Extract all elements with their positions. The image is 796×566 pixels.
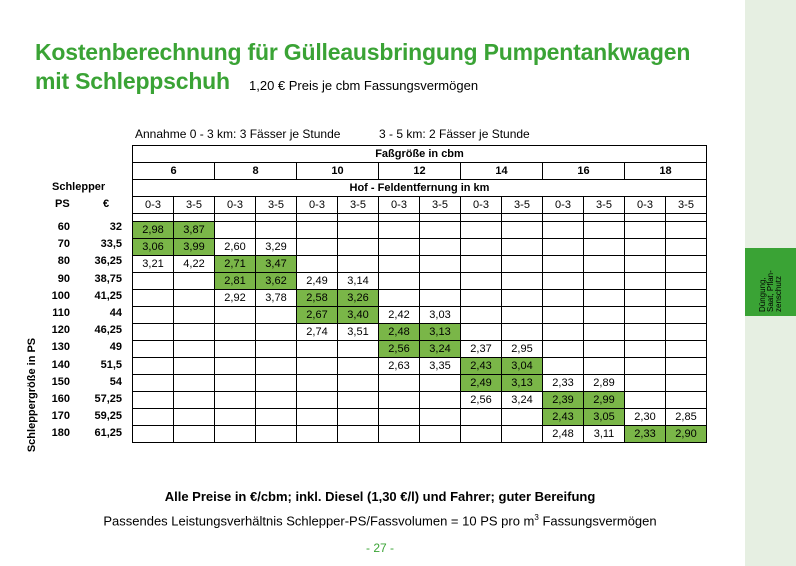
price-cell — [379, 222, 420, 239]
price-cell — [666, 392, 707, 409]
price-cell — [420, 392, 461, 409]
price-cell — [502, 222, 543, 239]
price-cell — [215, 358, 256, 375]
table-row — [133, 256, 707, 273]
price-cell — [543, 324, 584, 341]
price-cell — [297, 358, 338, 375]
price-cell — [625, 307, 666, 324]
spacer-cell — [502, 214, 543, 222]
price-cell: 2,89 — [584, 375, 625, 392]
price-cell: 3,78 — [256, 290, 297, 307]
schlepper-header: Schlepper — [52, 181, 106, 193]
price-cell — [461, 222, 502, 239]
price-cell — [502, 324, 543, 341]
row-euro: 33,5 — [100, 238, 122, 251]
price-cell: 2,95 — [502, 341, 543, 358]
distance-label: 0-3 — [297, 197, 338, 214]
price-cell: 3,24 — [502, 392, 543, 409]
price-cell — [379, 256, 420, 273]
price-cell — [543, 256, 584, 273]
price-cell: 2,58 — [297, 290, 338, 307]
price-cell — [666, 307, 707, 324]
price-cell — [133, 324, 174, 341]
table-row — [133, 409, 707, 426]
price-cell — [133, 409, 174, 426]
assumption-far: 3 - 5 km: 2 Fässer je Stunde — [379, 127, 530, 141]
price-cell: 3,47 — [256, 256, 297, 273]
title-line-2: mit Schleppschuh — [35, 68, 230, 94]
price-cell — [133, 341, 174, 358]
chapter-tab[interactable] — [745, 248, 796, 316]
price-cell — [133, 426, 174, 443]
price-cell: 3,06 — [133, 239, 174, 256]
fass-size-row — [133, 163, 707, 180]
hof-header-row — [133, 180, 707, 197]
price-cell — [584, 239, 625, 256]
footer-prices-note: Alle Preise in €/cbm; inkl. Diesel (1,30 €/l) und Fahrer; guter Bereifung — [164, 489, 596, 504]
fass-size-8: 8 — [215, 163, 297, 180]
price-cell — [584, 256, 625, 273]
price-cell — [543, 358, 584, 375]
price-cell: 2,48 — [379, 324, 420, 341]
table-row — [133, 290, 707, 307]
spacer-row — [133, 214, 707, 222]
price-cell — [215, 222, 256, 239]
price-cell — [461, 426, 502, 443]
row-ps: 120 — [51, 324, 70, 337]
spacer-cell — [461, 214, 502, 222]
spacer-cell — [215, 214, 256, 222]
fass-header-row — [133, 146, 707, 163]
price-cell — [461, 307, 502, 324]
price-cell: 2,81 — [215, 273, 256, 290]
spacer-cell — [420, 214, 461, 222]
distance-label: 3-5 — [502, 197, 543, 214]
price-cell: 3,35 — [420, 358, 461, 375]
price-cell — [174, 273, 215, 290]
price-cell — [256, 341, 297, 358]
price-cell — [461, 324, 502, 341]
price-cell — [666, 358, 707, 375]
price-cell — [133, 358, 174, 375]
spacer-cell — [133, 214, 174, 222]
row-euro: 49 — [109, 341, 122, 354]
price-cell — [379, 409, 420, 426]
price-cell — [543, 222, 584, 239]
price-cell — [174, 290, 215, 307]
row-euro: 57,25 — [94, 393, 122, 405]
page-number: - 27 - — [365, 541, 394, 555]
table-row — [133, 341, 707, 358]
price-cell — [584, 290, 625, 307]
price-cell — [379, 375, 420, 392]
price-cell — [666, 290, 707, 307]
price-cell — [379, 392, 420, 409]
assumption-near: Annahme 0 - 3 km: 3 Fässer je Stunde — [135, 127, 341, 141]
row-ps: 80 — [57, 255, 70, 268]
price-cell — [338, 358, 379, 375]
price-cell: 2,67 — [297, 307, 338, 324]
price-cell: 2,49 — [461, 375, 502, 392]
price-cell — [338, 409, 379, 426]
price-cell — [666, 222, 707, 239]
price-cell — [338, 341, 379, 358]
table-row — [133, 324, 707, 341]
row-euro: 61,25 — [94, 427, 122, 440]
price-cell: 3,87 — [174, 222, 215, 239]
row-euro: 46,25 — [94, 324, 122, 337]
price-cell: 3,21 — [133, 256, 174, 273]
price-cell — [256, 426, 297, 443]
price-cell: 2,98 — [133, 222, 174, 239]
price-cell: 3,11 — [584, 426, 625, 443]
price-cell — [379, 290, 420, 307]
price-cell — [584, 358, 625, 375]
row-euro: 41,25 — [94, 289, 122, 302]
price-cell — [256, 222, 297, 239]
price-cell — [625, 392, 666, 409]
spacer-cell — [543, 214, 584, 222]
price-cell: 3,26 — [338, 290, 379, 307]
price-cell: 3,29 — [256, 239, 297, 256]
price-cell: 4,22 — [174, 256, 215, 273]
distance-label: 3-5 — [338, 197, 379, 214]
price-cell — [338, 392, 379, 409]
price-cell — [133, 273, 174, 290]
price-cell — [420, 290, 461, 307]
price-cell: 2,60 — [215, 239, 256, 256]
price-cell: 3,62 — [256, 273, 297, 290]
distance-label: 3-5 — [420, 197, 461, 214]
price-cell — [256, 375, 297, 392]
price-cell — [543, 273, 584, 290]
distance-label: 0-3 — [461, 197, 502, 214]
spacer-cell — [338, 214, 379, 222]
price-cell: 2,33 — [543, 375, 584, 392]
price-cell — [502, 307, 543, 324]
price-cell: 3,51 — [338, 324, 379, 341]
fass-size-10: 10 — [297, 163, 379, 180]
price-cell — [338, 239, 379, 256]
row-ps: 140 — [51, 358, 70, 371]
price-cell: 2,42 — [379, 307, 420, 324]
price-cell — [502, 409, 543, 426]
price-cell — [174, 358, 215, 375]
distance-label: 0-3 — [379, 197, 420, 214]
price-cell — [174, 426, 215, 443]
fass-size-18: 18 — [625, 163, 707, 180]
distance-label: 3-5 — [584, 197, 625, 214]
fass-size-14: 14 — [461, 163, 543, 180]
spacer-cell — [174, 214, 215, 222]
footer-ratio-sup: 3 — [534, 513, 539, 522]
price-cell — [543, 239, 584, 256]
price-cell — [625, 273, 666, 290]
table-row — [133, 358, 707, 375]
price-cell — [625, 239, 666, 256]
price-cell — [174, 341, 215, 358]
table-row — [133, 239, 707, 256]
distance-row — [133, 197, 707, 214]
price-cell — [625, 256, 666, 273]
price-cell — [133, 375, 174, 392]
price-cell — [338, 375, 379, 392]
price-cell — [297, 375, 338, 392]
price-cell: 3,13 — [502, 375, 543, 392]
subtitle: 1,20 € Preis je cbm Fassungsvermögen — [249, 78, 479, 93]
price-cell — [502, 273, 543, 290]
price-cell: 2,37 — [461, 341, 502, 358]
price-cell — [379, 273, 420, 290]
price-cell — [502, 290, 543, 307]
price-cell — [625, 375, 666, 392]
price-cell: 2,49 — [297, 273, 338, 290]
price-cell — [461, 256, 502, 273]
price-cell: 2,43 — [543, 409, 584, 426]
price-cell: 2,33 — [625, 426, 666, 443]
row-ps: 100 — [51, 289, 70, 302]
price-cell — [420, 409, 461, 426]
price-cell — [625, 290, 666, 307]
distance-label: 0-3 — [625, 197, 666, 214]
price-cell — [133, 392, 174, 409]
price-cell: 3,40 — [338, 307, 379, 324]
price-cell — [174, 324, 215, 341]
price-cell — [215, 392, 256, 409]
price-cell — [338, 426, 379, 443]
spacer-cell — [584, 214, 625, 222]
price-cell — [420, 426, 461, 443]
price-cell — [625, 222, 666, 239]
row-ps: 60 — [57, 221, 70, 233]
spacer-cell — [625, 214, 666, 222]
price-cell — [543, 307, 584, 324]
price-cell — [543, 341, 584, 358]
table-row — [133, 307, 707, 324]
price-cell — [256, 392, 297, 409]
distance-label: 3-5 — [666, 197, 707, 214]
price-cell — [215, 324, 256, 341]
price-cell — [625, 324, 666, 341]
price-cell — [625, 358, 666, 375]
y-axis-label: Schleppergröße in PS — [26, 337, 38, 453]
table-row — [133, 392, 707, 409]
price-cell — [461, 409, 502, 426]
price-cell — [297, 256, 338, 273]
row-euro: 54 — [109, 375, 122, 388]
price-cell — [502, 239, 543, 256]
price-cell — [215, 307, 256, 324]
row-ps: 70 — [57, 238, 70, 251]
spacer-cell — [297, 214, 338, 222]
price-cell — [215, 426, 256, 443]
price-cell — [256, 324, 297, 341]
row-ps: 160 — [51, 393, 70, 405]
price-cell: 3,05 — [584, 409, 625, 426]
row-ps: 130 — [51, 341, 70, 354]
cost-table — [132, 145, 707, 443]
fass-header: Faßgröße in cbm — [133, 146, 707, 163]
price-cell — [584, 324, 625, 341]
price-cell — [215, 375, 256, 392]
price-cell — [502, 426, 543, 443]
price-cell — [625, 341, 666, 358]
price-cell: 3,13 — [420, 324, 461, 341]
title-line-1: Kostenberechnung für Gülleausbringung Pumpentankwagen — [35, 39, 691, 65]
price-cell — [420, 222, 461, 239]
price-cell — [461, 290, 502, 307]
price-cell — [420, 273, 461, 290]
price-cell — [133, 290, 174, 307]
price-cell: 3,14 — [338, 273, 379, 290]
price-cell: 3,99 — [174, 239, 215, 256]
price-cell — [174, 307, 215, 324]
fass-size-6: 6 — [133, 163, 215, 180]
price-cell — [215, 341, 256, 358]
price-cell: 2,63 — [379, 358, 420, 375]
fass-size-12: 12 — [379, 163, 461, 180]
row-ps: 170 — [51, 410, 70, 423]
distance-label: 0-3 — [543, 197, 584, 214]
price-cell — [461, 239, 502, 256]
price-cell — [297, 426, 338, 443]
price-cell: 2,74 — [297, 324, 338, 341]
euro-header: € — [103, 198, 110, 210]
price-cell: 2,48 — [543, 426, 584, 443]
row-euro: 44 — [109, 307, 122, 319]
table-row — [133, 222, 707, 239]
footer-ratio-text: Passendes Leistungsverhältnis Schlepper-PS/Fassvolumen = 10 PS pro m — [103, 513, 535, 529]
row-ps: 110 — [52, 307, 70, 319]
distance-label: 0-3 — [215, 197, 256, 214]
price-cell — [338, 222, 379, 239]
distance-label: 3-5 — [174, 197, 215, 214]
price-cell — [215, 409, 256, 426]
price-cell — [420, 239, 461, 256]
fass-size-16: 16 — [543, 163, 625, 180]
table-row — [133, 273, 707, 290]
price-cell: 2,85 — [666, 409, 707, 426]
price-cell — [502, 256, 543, 273]
price-cell — [584, 222, 625, 239]
row-euro: 51,5 — [100, 358, 122, 371]
price-cell — [297, 239, 338, 256]
distance-label: 3-5 — [256, 197, 297, 214]
row-ps: 150 — [51, 375, 70, 388]
price-cell — [174, 409, 215, 426]
row-euro: 36,25 — [94, 255, 122, 268]
chapter-tab-label: Düngung, Saat, Pflan- zenschutz — [758, 270, 783, 312]
footer-ratio-note — [0, 513, 760, 528]
price-cell — [420, 375, 461, 392]
price-cell — [584, 307, 625, 324]
price-cell — [133, 307, 174, 324]
spacer-cell — [379, 214, 420, 222]
price-cell: 2,71 — [215, 256, 256, 273]
price-cell: 2,30 — [625, 409, 666, 426]
price-cell: 2,56 — [461, 392, 502, 409]
price-cell: 2,90 — [666, 426, 707, 443]
table-row — [133, 375, 707, 392]
price-cell — [256, 358, 297, 375]
price-cell — [297, 222, 338, 239]
price-cell — [338, 256, 379, 273]
ps-header: PS — [55, 198, 70, 210]
price-cell — [666, 256, 707, 273]
price-cell — [666, 273, 707, 290]
row-euro: 38,75 — [94, 272, 122, 285]
hof-header: Hof - Feldentfernung in km — [133, 180, 707, 197]
price-cell — [256, 307, 297, 324]
price-cell — [666, 239, 707, 256]
price-cell — [584, 273, 625, 290]
price-cell: 2,39 — [543, 392, 584, 409]
price-cell: 2,92 — [215, 290, 256, 307]
price-cell — [379, 426, 420, 443]
price-cell — [666, 324, 707, 341]
price-cell: 2,43 — [461, 358, 502, 375]
price-cell — [461, 273, 502, 290]
price-cell: 3,24 — [420, 341, 461, 358]
price-cell — [297, 341, 338, 358]
price-cell — [543, 290, 584, 307]
row-euro: 59,25 — [94, 410, 122, 423]
row-ps: 180 — [51, 427, 70, 440]
row-euro: 32 — [109, 221, 122, 233]
distance-label: 0-3 — [133, 197, 174, 214]
price-cell — [666, 341, 707, 358]
price-cell: 3,04 — [502, 358, 543, 375]
price-cell — [420, 256, 461, 273]
table-row — [133, 426, 707, 443]
price-cell — [297, 392, 338, 409]
price-cell — [379, 239, 420, 256]
price-cell — [174, 392, 215, 409]
price-cell: 2,56 — [379, 341, 420, 358]
price-cell: 2,99 — [584, 392, 625, 409]
spacer-cell — [666, 214, 707, 222]
price-cell — [174, 375, 215, 392]
row-ps: 90 — [57, 272, 70, 285]
price-cell — [666, 375, 707, 392]
spacer-cell — [256, 214, 297, 222]
footer-ratio-suffix: Fassungsvermögen — [538, 513, 657, 529]
price-cell — [584, 341, 625, 358]
price-cell: 3,03 — [420, 307, 461, 324]
price-cell — [297, 409, 338, 426]
price-cell — [256, 409, 297, 426]
